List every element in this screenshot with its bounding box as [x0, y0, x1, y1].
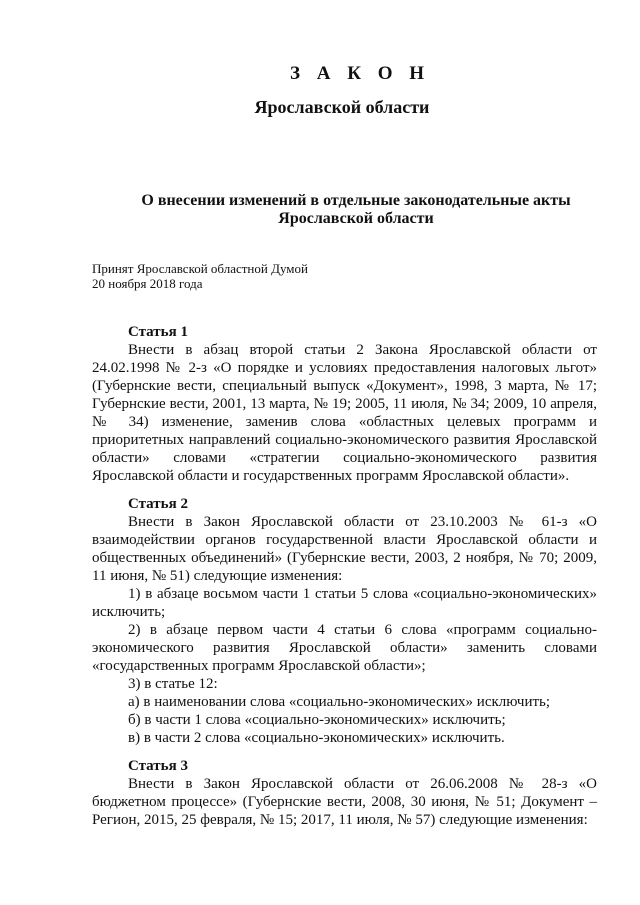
- law-subject-line-1: О внесении изменений в отдельные законодательные акты: [141, 192, 571, 209]
- article-2-item-2: 2) в абзаце первом части 4 статьи 6 слова «программ социально-экономического развития Ярославской области» заменить словами «государственных программ Ярославской области»;: [92, 622, 597, 674]
- law-subject: [0, 192, 640, 228]
- law-region: Ярославской области: [254, 97, 430, 117]
- article-2-item-3: 3) в статье 12:: [128, 676, 218, 692]
- article-1-heading: Статья 1: [128, 324, 188, 340]
- adoption-body: Принят Ярославской областной Думой: [92, 261, 308, 276]
- article-3-paragraph-1: Внести в Закон Ярославской области от 26.06.2008 № 28-з «О бюджетном процессе» (Губернские вести, 2008, 30 июня, № 51; Документ – Регион, 2015, 25 февраля, № 15; 2017, 11 июля, № 57) следующие изменения:: [92, 776, 597, 828]
- article-3: [92, 757, 597, 829]
- article-2-subitem-c: в) в части 2 слова «социально-экономических» исключить.: [128, 730, 505, 746]
- article-2-item-1: 1) в абзаце восьмом части 1 статьи 5 слова «социально-экономических» исключить;: [92, 586, 597, 620]
- article-3-heading: Статья 3: [128, 758, 188, 774]
- adoption-note: [92, 261, 308, 291]
- article-2-subitem-a: а) в наименовании слова «социально-экономических» исключить;: [128, 694, 551, 710]
- article-2-heading: Статья 2: [128, 496, 188, 512]
- adoption-date: 20 ноября 2018 года: [92, 276, 203, 291]
- article-2: [92, 495, 597, 747]
- law-subject-line-2: Ярославской области: [278, 210, 434, 227]
- article-2-paragraph-1: Внести в Закон Ярославской области от 23.10.2003 № 61-з «О взаимодействии органов государственной власти Ярославской области и общественных объединений» (Губернские вести, 2003, 2 ноября, № 70; 2009, 11 июня, № 51) следующие изменения:: [92, 514, 597, 584]
- article-2-subitem-b: б) в части 1 слова «социально-экономических» исключить;: [128, 712, 506, 728]
- law-title: З А К О Н: [289, 63, 431, 84]
- article-1-paragraph-1: Внести в абзац второй статьи 2 Закона Ярославской области от 24.02.1998 № 2-з «О порядке и условиях предоставления налоговых льгот» (Губернские вести, специальный выпуск «Документ», 1998, 3 марта, № 17; Губернские вести, 2001, 13 марта, № 19; 2005, 11 июля, № 34; 2009, 10 апреля, № 34) изменение, заменив слова «областных целевых программ и приоритетных направлений социально-экономического развития Ярославской области» словами «стратегии социально-экономического развития Ярославской области и государственных программ Ярославской области».: [92, 342, 597, 484]
- article-1: [92, 323, 597, 485]
